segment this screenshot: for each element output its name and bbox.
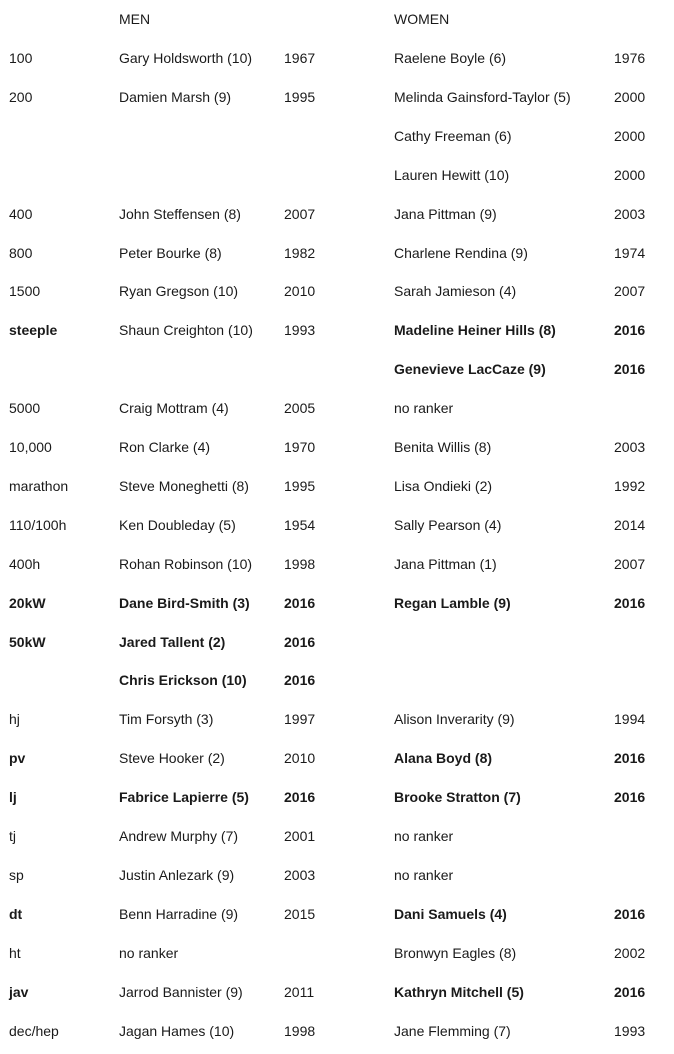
table-row	[0, 904, 674, 924]
event-cell: dt	[9, 906, 23, 922]
women-year-cell: 2016	[614, 789, 646, 805]
women-athlete-cell: Brooke Stratton (7)	[394, 789, 521, 805]
men-athlete-cell: Ryan Gregson (10)	[119, 283, 239, 299]
men-athlete-cell: Benn Harradine (9)	[119, 906, 239, 922]
table-row	[0, 48, 674, 68]
table-row	[0, 632, 674, 652]
men-athlete-cell: Andrew Murphy (7)	[119, 828, 239, 844]
men-athlete-cell: Steve Hooker (2)	[119, 750, 225, 766]
men-year-cell: 2016	[284, 672, 316, 688]
event-cell: lj	[9, 789, 17, 805]
women-athlete-cell: Lisa Ondieki (2)	[394, 478, 493, 494]
men-year-cell: 2016	[284, 595, 316, 611]
table-row	[0, 204, 674, 224]
women-athlete-cell: Dani Samuels (4)	[394, 906, 507, 922]
men-athlete-cell: Jarrod Bannister (9)	[119, 984, 243, 1000]
event-cell: 50kW	[9, 634, 46, 650]
men-athlete-cell: John Steffensen (8)	[119, 206, 241, 222]
women-year-cell: 1976	[614, 50, 646, 66]
men-athlete-cell: Steve Moneghetti (8)	[119, 478, 249, 494]
men-year-cell: 2015	[284, 906, 316, 922]
men-year-cell: 2007	[284, 206, 316, 222]
event-cell: 1500	[9, 283, 41, 299]
table-row	[0, 593, 674, 613]
women-athlete-cell: no ranker	[394, 867, 454, 883]
men-athlete-cell: Peter Bourke (8)	[119, 245, 222, 261]
event-cell: hj	[9, 711, 20, 727]
men-athlete-cell: Rohan Robinson (10)	[119, 556, 253, 572]
women-year-cell: 2007	[614, 283, 646, 299]
event-cell: tj	[9, 828, 16, 844]
table-row	[0, 165, 674, 185]
event-cell: 20kW	[9, 595, 46, 611]
table-row	[0, 787, 674, 807]
women-athlete-cell: Raelene Boyle (6)	[394, 50, 507, 66]
men-year-cell: 1982	[284, 245, 316, 261]
men-year-cell: 1954	[284, 517, 316, 533]
women-athlete-cell: Charlene Rendina (9)	[394, 245, 528, 261]
men-athlete-cell: Justin Anlezark (9)	[119, 867, 235, 883]
men-year-cell: 2010	[284, 750, 316, 766]
women-athlete-cell: Alana Boyd (8)	[394, 750, 493, 766]
event-cell: marathon	[9, 478, 69, 494]
men-athlete-cell: Ron Clarke (4)	[119, 439, 211, 455]
men-athlete-cell: Jared Tallent (2)	[119, 634, 226, 650]
men-year-cell: 1995	[284, 89, 316, 105]
men-athlete-cell: Chris Erickson (10)	[119, 672, 247, 688]
table-row	[0, 126, 674, 146]
women-year-cell: 1974	[614, 245, 646, 261]
women-athlete-cell: Benita Willis (8)	[394, 439, 492, 455]
table-row	[0, 826, 674, 846]
women-year-cell: 1992	[614, 478, 646, 494]
women-year-cell: 1994	[614, 711, 646, 727]
women-year-cell: 2016	[614, 906, 646, 922]
women-year-cell: 2003	[614, 439, 646, 455]
event-cell: dec/hep	[9, 1023, 59, 1039]
men-athlete-cell: no ranker	[119, 945, 179, 961]
men-athlete-cell: Jagan Hames (10)	[119, 1023, 235, 1039]
women-athlete-cell: no ranker	[394, 828, 454, 844]
event-cell: pv	[9, 750, 26, 766]
women-athlete-cell: Jane Flemming (7)	[394, 1023, 511, 1039]
event-cell: 200	[9, 89, 33, 105]
men-athlete-cell: Gary Holdsworth (10)	[119, 50, 253, 66]
table-row	[0, 982, 674, 1002]
women-athlete-cell: no ranker	[394, 400, 454, 416]
women-year-cell: 2007	[614, 556, 646, 572]
women-athlete-cell: Lauren Hewitt (10)	[394, 167, 510, 183]
men-year-cell: 2016	[284, 789, 316, 805]
men-year-cell: 1995	[284, 478, 316, 494]
table-row	[0, 320, 674, 340]
event-cell: 100	[9, 50, 33, 66]
men-athlete-cell: Ken Doubleday (5)	[119, 517, 236, 533]
men-athlete-cell: Craig Mottram (4)	[119, 400, 229, 416]
women-athlete-cell: Sally Pearson (4)	[394, 517, 502, 533]
women-year-cell: 2014	[614, 517, 646, 533]
event-cell: 5000	[9, 400, 41, 416]
men-athlete-cell: Fabrice Lapierre (5)	[119, 789, 249, 805]
table-row	[0, 515, 674, 535]
women-athlete-cell: Sarah Jamieson (4)	[394, 283, 517, 299]
women-year-cell: 2003	[614, 206, 646, 222]
men-header: MEN	[119, 11, 151, 27]
men-year-cell: 2005	[284, 400, 316, 416]
women-year-cell: 1993	[614, 1023, 646, 1039]
women-year-cell: 2000	[614, 167, 646, 183]
women-year-cell: 2002	[614, 945, 646, 961]
event-cell: jav	[9, 984, 29, 1000]
men-athlete-cell: Dane Bird-Smith (3)	[119, 595, 250, 611]
table-row	[0, 943, 674, 963]
event-cell: 400	[9, 206, 33, 222]
women-athlete-cell: Jana Pittman (1)	[394, 556, 497, 572]
women-year-cell: 2016	[614, 595, 646, 611]
women-year-cell: 2000	[614, 89, 646, 105]
men-year-cell: 2016	[284, 634, 316, 650]
women-athlete-cell: Bronwyn Eagles (8)	[394, 945, 517, 961]
table-row	[0, 359, 674, 379]
event-cell: sp	[9, 867, 24, 883]
men-year-cell: 1997	[284, 711, 316, 727]
table-row	[0, 554, 674, 574]
women-year-cell: 2016	[614, 322, 646, 338]
men-year-cell: 2003	[284, 867, 316, 883]
women-athlete-cell: Melinda Gainsford-Taylor (5)	[394, 89, 571, 105]
table-row	[0, 281, 674, 301]
women-athlete-cell: Genevieve LacCaze (9)	[394, 361, 546, 377]
men-athlete-cell: Damien Marsh (9)	[119, 89, 232, 105]
men-athlete-cell: Tim Forsyth (3)	[119, 711, 214, 727]
men-year-cell: 1998	[284, 1023, 316, 1039]
table-row	[0, 748, 674, 768]
women-athlete-cell: Alison Inverarity (9)	[394, 711, 515, 727]
men-year-cell: 2001	[284, 828, 316, 844]
women-year-cell: 2000	[614, 128, 646, 144]
event-cell: 110/100h	[9, 517, 67, 533]
women-athlete-cell: Cathy Freeman (6)	[394, 128, 512, 144]
table-row	[0, 709, 674, 729]
table-row	[0, 476, 674, 496]
women-athlete-cell: Jana Pittman (9)	[394, 206, 497, 222]
event-cell: 400h	[9, 556, 41, 572]
table-row	[0, 87, 674, 107]
table-row	[0, 243, 674, 263]
header-row	[0, 9, 674, 29]
event-cell: 10,000	[9, 439, 52, 455]
men-year-cell: 1967	[284, 50, 316, 66]
table-row	[0, 670, 674, 690]
women-athlete-cell: Madeline Heiner Hills (8)	[394, 322, 556, 338]
table-row	[0, 398, 674, 418]
men-year-cell: 2010	[284, 283, 316, 299]
women-year-cell: 2016	[614, 361, 646, 377]
men-year-cell: 1998	[284, 556, 316, 572]
men-year-cell: 1993	[284, 322, 316, 338]
men-year-cell: 2011	[284, 984, 315, 1000]
table-row	[0, 865, 674, 885]
men-athlete-cell: Shaun Creighton (10)	[119, 322, 253, 338]
women-athlete-cell: Regan Lamble (9)	[394, 595, 511, 611]
event-cell: 800	[9, 245, 33, 261]
event-cell: steeple	[9, 322, 58, 338]
table-row	[0, 437, 674, 457]
event-cell: ht	[9, 945, 21, 961]
men-year-cell: 1970	[284, 439, 316, 455]
women-header: WOMEN	[394, 11, 450, 27]
women-athlete-cell: Kathryn Mitchell (5)	[394, 984, 524, 1000]
table-row	[0, 1021, 674, 1041]
women-year-cell: 2016	[614, 984, 646, 1000]
women-year-cell: 2016	[614, 750, 646, 766]
